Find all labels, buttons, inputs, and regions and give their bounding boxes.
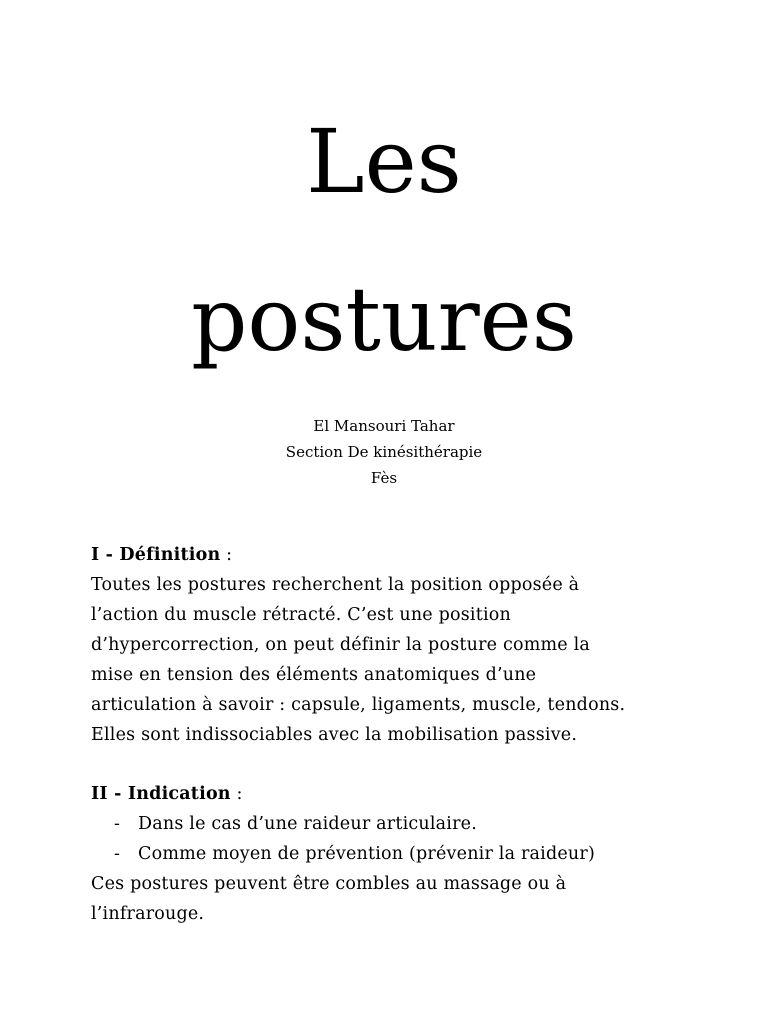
indication-heading-label: II - Indication — [91, 784, 231, 804]
indication-heading — [91, 779, 691, 809]
indication-line: Ces postures peuvent être combles au massage ou à — [91, 874, 567, 894]
title-line-2: postures — [191, 268, 577, 371]
author-section: Section De kinésithérapie — [285, 443, 483, 461]
definition-line: l’action du muscle rétracté. C’est une position — [91, 605, 511, 625]
definition-heading-label: I - Définition — [91, 545, 221, 565]
list-item — [91, 839, 691, 869]
indication-line: l’infrarouge. — [91, 904, 205, 924]
section-spacer — [91, 750, 691, 779]
definition-line: articulation à savoir : capsule, ligaments, muscle, tendons. — [91, 695, 626, 715]
definition-line: mise en tension des éléments anatomiques d’une — [91, 665, 537, 685]
definition-heading — [91, 540, 691, 570]
definition-line: Toutes les postures recherchent la position opposée à — [91, 575, 580, 595]
dash-bullet-icon: - — [114, 844, 121, 864]
dash-bullet-icon: - — [114, 814, 121, 834]
title-line-1: Les — [306, 110, 462, 213]
definition-line: Elles sont indissociables avec la mobilisation passive. — [91, 725, 578, 745]
list-item — [91, 809, 691, 839]
list-item-text: Dans le cas d’une raideur articulaire. — [138, 814, 477, 834]
document-body — [91, 540, 691, 929]
definition-line: d’hypercorrection, on peut définir la posture comme la — [91, 635, 591, 655]
definition-heading-separator: : — [220, 545, 233, 565]
author-name: El Mansouri Tahar — [313, 417, 455, 435]
author-city: Fès — [370, 469, 398, 487]
author-block — [0, 413, 768, 491]
indication-list — [91, 809, 691, 869]
list-item-text: Comme moyen de prévention (prévenir la raideur) — [138, 844, 595, 864]
indication-heading-separator: : — [230, 784, 243, 804]
